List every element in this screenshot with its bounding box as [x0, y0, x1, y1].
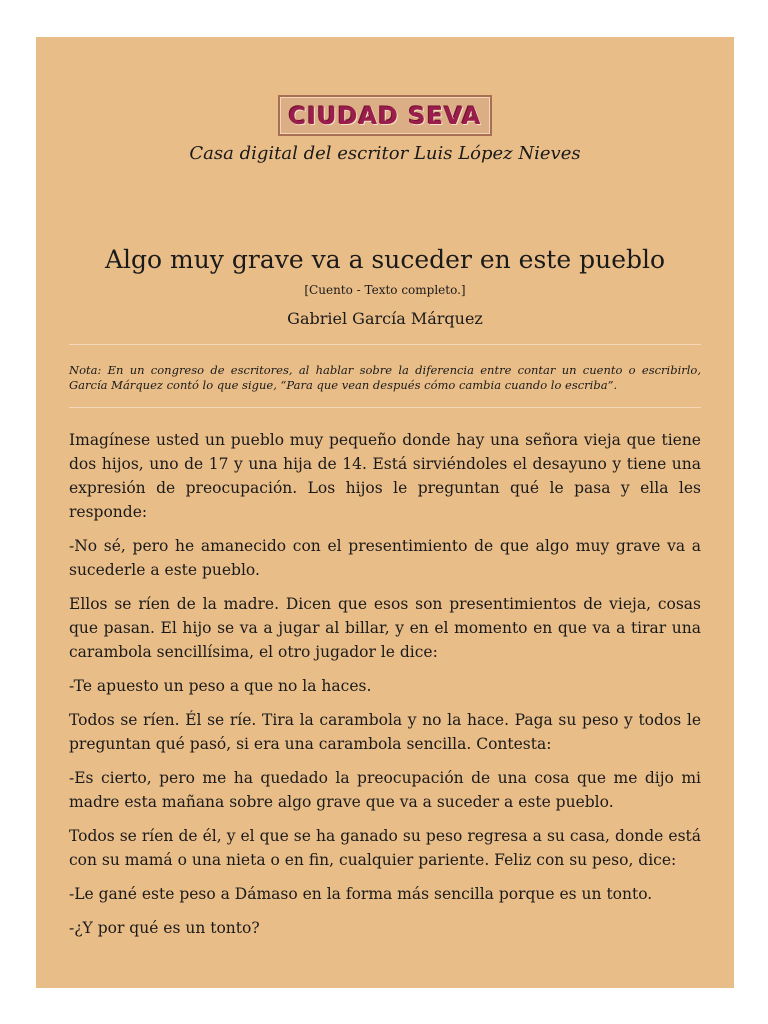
page-container	[36, 37, 734, 988]
divider-top	[69, 344, 701, 345]
story-paragraph: -Te apuesto un peso a que no la haces.	[69, 677, 372, 695]
story-paragraph: -Es cierto, pero me ha quedado la preocupación de una cosa que me dijo mi madre esta mañana sobre algo grave que va a suceder a este pueblo.	[69, 769, 701, 811]
story-paragraph: Todos se ríen. Él se ríe. Tira la carambola y no la hace. Paga su peso y todos le preguntan qué pasó, si era una carambola sencilla. Contesta:	[69, 711, 701, 753]
logo-area	[69, 95, 701, 136]
site-logo[interactable]: CIUDAD SEVA	[278, 95, 491, 136]
editor-note: Nota: En un congreso de escritores, al hablar sobre la diferencia entre contar un cuento o escribirlo, García Márquez contó lo que sigue, “Para que vean después cómo cambia cuando lo escriba”.	[69, 363, 701, 392]
story-paragraph: -No sé, pero he amanecido con el presentimiento de que algo muy grave va a sucederle a este pueblo.	[69, 537, 701, 579]
story-paragraph: Todos se ríen de él, y el que se ha ganado su peso regresa a su casa, donde está con su mamá o una nieta o en fin, cualquier pariente. Feliz con su peso, dice:	[69, 827, 701, 869]
story-paragraph: -Le gané este peso a Dámaso en la forma más sencilla porque es un tonto.	[69, 885, 653, 903]
story-paragraph: -¿Y por qué es un tonto?	[69, 919, 260, 937]
divider-bottom	[69, 407, 701, 408]
story-body	[69, 428, 701, 940]
story-subtitle: [Cuento - Texto completo.]	[304, 283, 466, 297]
site-tagline: Casa digital del escritor Luis López Nieves	[189, 143, 581, 164]
story-paragraph: Ellos se ríen de la madre. Dicen que esos son presentimientos de vieja, cosas que pasan. El hijo se va a jugar al billar, y en el momento en que va a tirar una carambola sencillísima, el otro jugador le dice:	[69, 595, 701, 661]
story-author: Gabriel García Márquez	[287, 309, 483, 328]
story-paragraph: Imagínese usted un pueblo muy pequeño donde hay una señora vieja que tiene dos hijos, uno de 17 y una hija de 14. Está sirviéndoles el desayuno y tiene una expresión de preocupación. Los hijos le preguntan qué le pasa y ella les responde:	[69, 431, 701, 521]
story-title: Algo muy grave va a suceder en este pueblo	[104, 245, 666, 274]
